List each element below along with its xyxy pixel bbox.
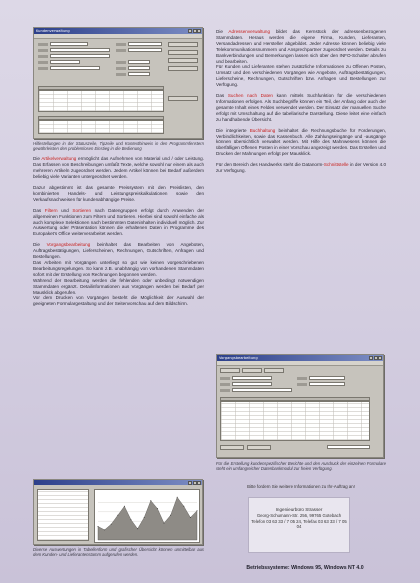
chart-point (117, 515, 118, 516)
chart-point (124, 506, 125, 507)
address-paragraph: Die Adressenverwaltung bildet das Kernstück der adressenbezogenen Stammdaten. Heraus werden die eigene Firma, Kunden, Lieferanten, Versandadressen und Hersteller abgebildet. Jeder Adresse können beliebig viele Telekommunikationsnummern und Ansprechpartner zugeordnet werden. Details zu Bankverbindungen und Bemerkungen lassen sich über den INFO-Schalter abrufen und bearbeiten. (216, 29, 387, 64)
chart-point (197, 510, 198, 511)
window-title: Kundenverwaltung (36, 29, 70, 33)
revenue-area-chart (95, 490, 200, 543)
address-info-paragraph: Für Kunden und Lieferanten stehen zusätzliche Informationen zu Offenen Posten, Umsatz und den verschiedenen Vorgängen wie Angebote, Auftragsbestätigungen, Lieferscheine, Rechnungen, Gutschriften bzw. Anfragen und Bestellungen zur Verfügung. (216, 64, 386, 88)
search-paragraph: Das Suchen nach Daten kann mittels Suchfunktion für die verschiedenen Informationen erfolgen. Als Suchbegriffe können ein Teil, der Anfang oder auch der gesamte Inhalt eines Feldes verwendet werden. Der Einsatz der manuellen Suche erfolgt mit Umschaltung auf die tabellarische Darstellung. Diese leitet eine einfach zu handhabende Übersicht. (216, 93, 386, 122)
chart-window-screenshot (33, 479, 203, 545)
chart-point (190, 517, 191, 518)
window-menubar (34, 34, 202, 39)
chart-point (137, 528, 138, 529)
pricing-paragraph: Dazu! abgestimmt ist das gesamte Preissystem mit den Preislisten, den kombinierten Handels- und Leistungspreiskalkulationen sowie den Verkaufsnachweisen für kundenabhängige Preise. (33, 185, 204, 202)
print-paragraph: Vor dem Drucken von Vorgängen besteht die Möglichkeit der Auswahl der geeigneten Formulargestaltung und der Seitenvorschau auf dem Bildschirm. (33, 295, 204, 307)
company-address-box (248, 497, 350, 553)
chart-point (131, 519, 132, 520)
chart-point (164, 523, 165, 524)
window-titlebar (217, 355, 383, 361)
operating-systems-line: Betriebssysteme: Windows 95, Windows NT 4.0 (246, 565, 364, 571)
filter-paragraph: Das Filtern und Sortieren nach Datengruppen erfolgt durch Anwenden der allgemeinen Funktionen zum Filtern und Sortieren. Hierbei sind sowohl einfache als auch komplexe Selektionen nach bestimmten Dateninhalten individuell möglich. Zur Auswertung oder Präsentation können die erhaltenen Daten in Programme des Europaket's Office weiterverarbeitet werden. (33, 207, 205, 237)
chart-point (98, 526, 99, 527)
top-screenshot-caption: Hilfestellungen in der Statuszeile, Tipzeile und Kontexthinweis in den Programmfenstern gewährleisten den problemlosen Einstieg in die Bedienung (33, 141, 204, 152)
window-titlebar (34, 28, 202, 34)
chart-point (111, 524, 112, 525)
process-paragraph: Die Vorgangsbearbeitung beinhaltet das Bearbeiten von Angeboten, Auftragsbestätigungen, Lieferscheinen, Rechnungen, Gutschriften, Anfragen und Bestellungen. (33, 242, 204, 260)
chart-point (144, 517, 145, 518)
chart-point (104, 529, 105, 530)
request-info-hint: Bitte fordern Sie weitere Informationen zu Ihr-Auftrag an! (247, 484, 355, 489)
process-rules-paragraph: Das Arbeiten mit Vorgängen unterliegt so gut wie keinen vorgeschriebenen Bearbeitungsregelungen. So kann z.B. unabhängig von vorhandenen Stammdaten sofort mit der Erstellung von Rechnungen begonnen werden. (33, 260, 204, 277)
company-phone: Telefon 03 63 33 / 7 05 24, Telefax 03 63 33 / 7 05 04 (251, 518, 347, 530)
articles-paragraph: Die Artikelverwaltung ermöglicht das Aufnehmen von Material und / oder Leistung. Das Erfassen von Beschreibungen umfaßt Texte, welche sowohl nur einem als auch mehreren Artikeln zugeordnet werden. Jedem Artikel können bei Bedarf außerdem beliebig viele Varianten untergeordnet werden. (33, 156, 204, 180)
accounting-paragraph: Die integrierte Buchhaltung beinhaltet die Rechnungsbuche für Forderungen, Verbindlichkeiten, sowie das Kassenbuch. Alle Zahlungseingänge und -ausgänge können übersichtlich verwaltet werden. Mit Hilfe des Mahnwesens können die überfälligen Offenen Posten in einer Vorschau angezeigt werden. Das Erstellen und Drucken der Mahnungen erfolgt per Mausklick. (216, 127, 386, 157)
company-address: Georg-Schumann-Str. 256, 99765 Gotebach (256, 513, 342, 519)
customer-window-screenshot (33, 27, 203, 139)
left-text-column (33, 141, 204, 312)
data-grid (38, 90, 164, 112)
right-text-column (216, 29, 386, 179)
chart-point (183, 506, 184, 507)
mid-screenshot-caption: Für die Erstellung kundenspezifischer Berichte und den Ausdruck der einzelnen Formulare steht ein umfangreicher Datenbankmodul zur freien Verfügung. (216, 461, 386, 472)
chart-area-series (98, 497, 197, 540)
data-grid (38, 120, 164, 134)
window-titlebar (34, 480, 202, 485)
chart-point (157, 508, 158, 509)
process-detail-paragraph: Während der Bearbeitung werden die fehlenden oder unbedingt notwendigen Stammdaten ergänzt. Detailinformationen aus Vorgängen werden bei Bedarf per Mausklick abgerufen. (33, 277, 204, 295)
chart-point (170, 515, 171, 516)
chart-point (177, 497, 178, 498)
process-window-screenshot (216, 354, 384, 458)
chart-point (150, 500, 151, 501)
bottom-screenshot-caption: Diverse Auswertungen in Tabellenform und grafischer Übersicht können unmittelbar aus dem Kunden- und Lieferantenstamm aufgerufen werden. (33, 547, 204, 558)
window-title: Vorgangsbearbeitung (219, 356, 258, 360)
data-grid (220, 401, 370, 441)
company-name: Ingenieurbüro Strasser (275, 507, 323, 512)
datanorm-paragraph: Für den Bereich des Handwerks steht die Datanorm-Schnittstelle in der Version 4.0 zur Verfügung. (216, 162, 386, 174)
window-menubar (217, 361, 383, 366)
